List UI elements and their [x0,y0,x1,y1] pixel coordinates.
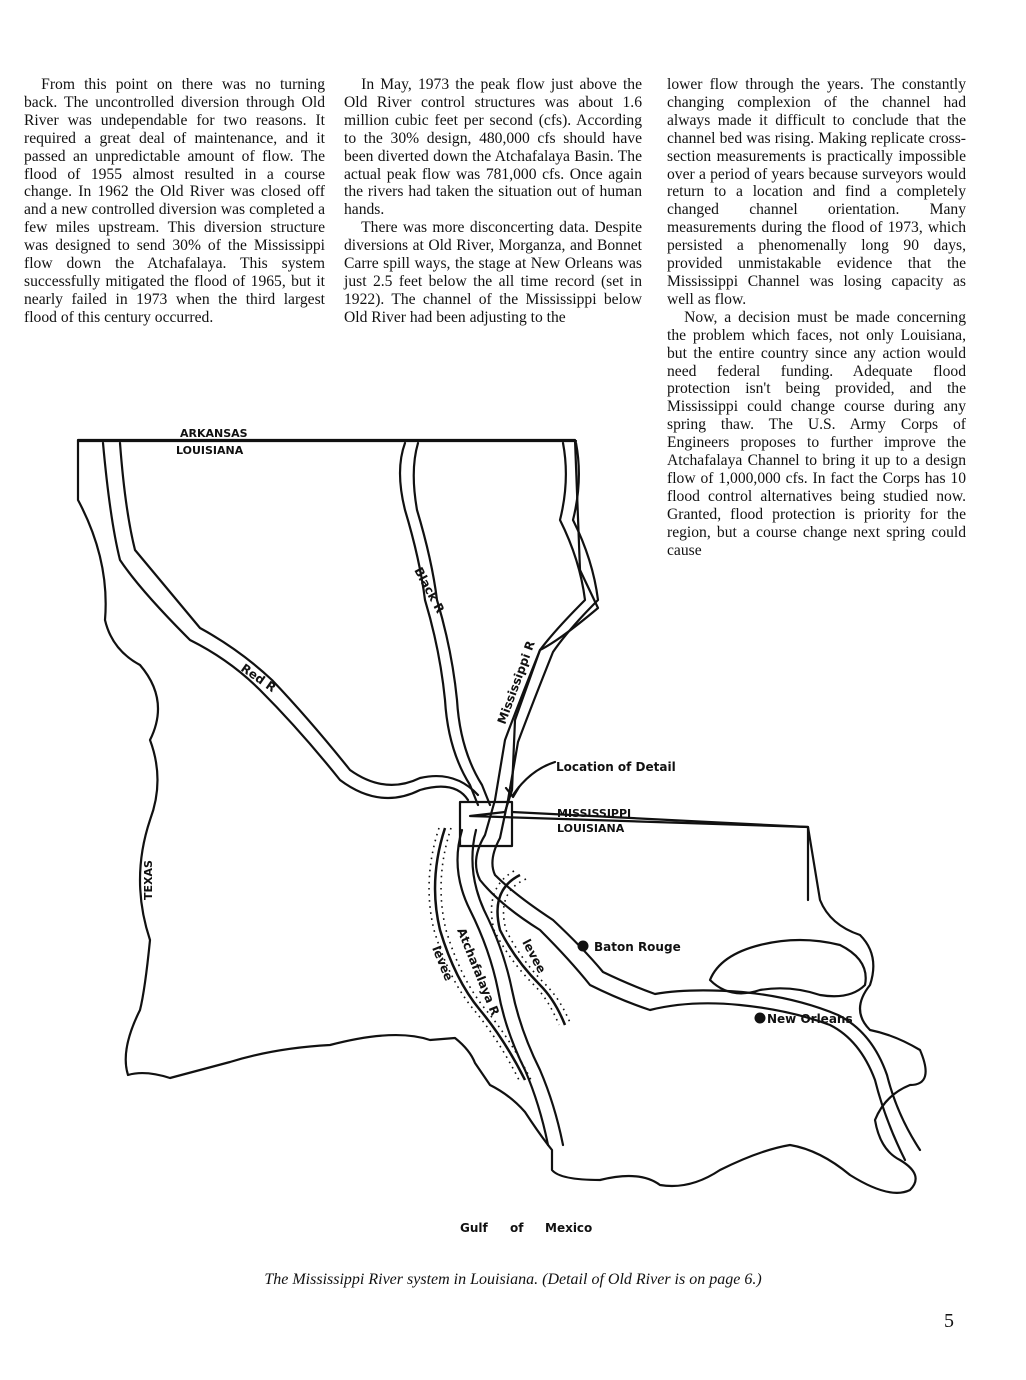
label-louisiana-east: LOUISIANA [557,822,625,835]
label-gulf: Gulf [460,1221,488,1235]
lake-pontchartrain [710,940,866,996]
text-column-2 [344,76,642,327]
page-number: 5 [944,1310,954,1332]
mississippi-river [476,443,905,1160]
paragraph: There was more disconcerting data. Despite diversions at Old River, Morganza, and Bonnet Carre spill ways, the stage at New Orleans was just 2.5 feet below the all time record (set in 1922). The channel of the Mississippi below Old River had been adjusting to the [344,219,642,326]
label-location-detail: Location of Detail [556,760,676,774]
baton-rouge-dot [578,941,589,952]
label-mississippi-river: Mississippi R [494,638,538,727]
paragraph: lower flow through the years. The constantly changing complexion of the channel had always made it difficult to conclude that the channel bed was rising. Making replicate cross-section measurements is practically impossible over a period of years because surveyors would return to a location and find a completely changed channel orientation. Many measurements during the flood of 1973, which persisted a phenomenally long 90 days, provided unmistakable evidence that the Mississippi Channel was losing capacity as well as flow. [667,76,966,308]
new-orleans-dot [755,1013,766,1024]
louisiana-map [0,400,1026,1260]
label-atchafalaya-river: Atchafalaya R [454,925,503,1018]
paragraph: From this point on there was no turning back. The uncontrolled diversion through Old River was undependable for two reasons. It required a great deal of maintenance, and it passed an unpredictable amount of flow. The flood of 1955 almost resulted in a course change. In 1962 the Old River was closed off and a new controlled diversion was completed a few miles upstream. This diversion structure was designed to send 30% of the Mississippi flow down the Atchafalaya. This system successfully mitigated the flood of 1965, but it nearly failed in 1973 when the third largest flood of this century occurred. [24,76,325,326]
label-louisiana-top: LOUISIANA [176,444,244,457]
state-outline [78,440,926,1193]
label-baton-rouge: Baton Rouge [594,940,681,954]
label-of: of [510,1221,524,1235]
red-river [103,443,468,800]
label-texas: TEXAS [142,860,155,900]
text-column-1 [24,76,325,327]
label-mississippi-state: MISSISSIPPI [557,807,632,820]
figure-caption: The Mississippi River system in Louisiana. (Detail of Old River is on page 6.) [264,1271,762,1288]
paragraph: In May, 1973 the peak flow just above the Old River control structures was about 1.6 million cubic feet per second (cfs). According to the 30% design, 480,000 cfs should have been diverted down the Atchafalaya Basin. The actual peak flow was 781,000 cfs. Once again the rivers had taken the situation out of human hands. [344,76,642,219]
label-levee-east: levee [519,936,549,976]
label-arkansas: ARKANSAS [180,427,248,440]
label-new-orleans: New Orleans [767,1012,853,1026]
detail-box [460,802,512,846]
label-black-river: Black R [411,564,448,616]
label-mexico: Mexico [545,1221,593,1235]
label-levee-west: levee [429,943,456,983]
paragraph: Now, a decision must be made concerning the problem which faces, not only Louisiana, but the entire country since any action would need federal funding. Adequate flood protection isn't being provided, and the Mississippi could change course during any spring thaw. The U.S. Army Corps of Engineers proposes to further improve the Atchafalaya Channel to bring it up to a design flow of 1,000,000 cfs. In fact the Corps has 10 flood control alternatives being studied now. Granted, flood protection is priority for the region, but a course change next spring could cause [667,308,966,559]
label-red-river: Red R [238,660,279,696]
